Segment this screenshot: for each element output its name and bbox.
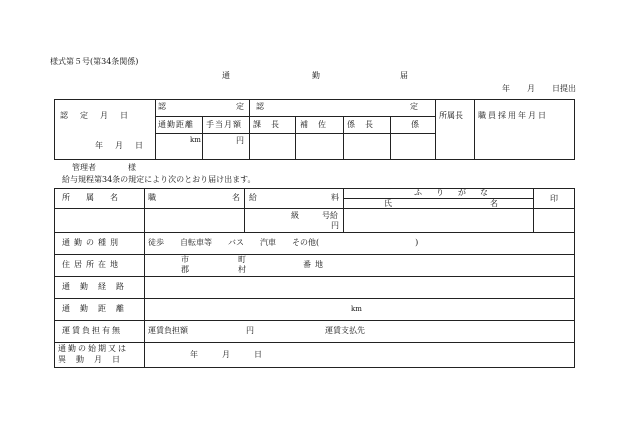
mei-label: 名 — [232, 193, 240, 202]
row-label-shiki-1: 通勤の始期又は — [58, 344, 128, 353]
date-day: 日提出 — [552, 84, 576, 93]
unchin-burden: 運賃負担額 — [148, 326, 188, 335]
go-label: 号給 — [322, 211, 338, 220]
title-char-3: 届 — [400, 71, 408, 80]
title-char-2: 勤 — [312, 71, 320, 80]
kacho-header: 課 長 — [253, 120, 280, 129]
hosa-header: 補 佐 — [300, 120, 327, 129]
shoku-label: 職 — [148, 193, 156, 202]
machi-label: 町 — [238, 255, 246, 264]
main-table — [54, 188, 575, 368]
mei2-label: 名 — [490, 199, 498, 208]
kyuryo-label: 給 — [249, 193, 257, 202]
kakari-header: 係 — [411, 120, 419, 129]
row-label-shiki-2: 異 動 月 日 — [58, 355, 121, 364]
sama-label: 様 — [128, 163, 136, 172]
row-label-tsukin-shubetsu: 通勤の種別 — [62, 238, 122, 247]
title-char-1: 通 — [222, 71, 230, 80]
row-label-jukyo: 住居所在地 — [62, 260, 122, 269]
kanrisha-label: 管理者 — [72, 163, 96, 172]
nintei-group-1: 認 — [158, 102, 166, 111]
tsukin-kyori-header: 通勤距離 — [158, 120, 194, 129]
city-label: 市 — [181, 255, 189, 264]
row-label-kyori: 通勤距離 — [62, 304, 134, 313]
approval-table — [54, 99, 575, 160]
mura-label: 村 — [238, 265, 246, 274]
shozoku-cho-header: 所属長 — [439, 111, 463, 120]
kyu-label: 級 — [291, 211, 299, 220]
date-year: 年 — [502, 84, 510, 93]
unchin-yen: 円 — [246, 326, 254, 335]
tsukin-shubetsu-value: 徒歩 自転車等 バス 汽車 その他( ) — [148, 238, 419, 247]
row-label-unchin: 運賃負担有無 — [62, 326, 122, 335]
kakari-cho-header: 係 長 — [347, 120, 374, 129]
row-label-keiro: 通勤経路 — [62, 282, 134, 291]
kyori-unit: km — [351, 305, 362, 313]
ninsho-group-1: 認 — [256, 102, 264, 111]
furigana-label: ふ り が な — [414, 188, 491, 197]
nintei-date: 年 月 日 — [95, 141, 145, 150]
unchin-payee: 運賃支払先 — [325, 326, 365, 335]
shiki-date: 年 月 日 — [190, 350, 262, 359]
nintei-label: 認 定 月 日 — [60, 111, 130, 120]
gun-label: 郡 — [181, 265, 189, 274]
en-label: 円 — [331, 221, 339, 230]
shozoku-label: 所 属 名 — [62, 193, 122, 202]
in-label: 印 — [550, 194, 558, 203]
ryo-label: 料 — [331, 193, 339, 202]
nintei-group-2: 定 — [236, 102, 244, 111]
shokuin-saiyo-header: 職員採用年月日 — [478, 111, 548, 120]
form-number: 様式第５号(第34条関係) — [50, 57, 139, 66]
banchi-label: 番地 — [303, 260, 327, 269]
unit-km: km — [190, 136, 201, 144]
ninsho-group-2: 定 — [410, 102, 418, 111]
statement: 給与規程第34条の規定により次のとおり届け出ます。 — [62, 175, 256, 184]
teate-gaku-header: 手当月額 — [206, 120, 242, 129]
date-month: 月 — [527, 84, 535, 93]
unit-yen: 円 — [236, 136, 244, 145]
shi-label: 氏 — [384, 199, 392, 208]
